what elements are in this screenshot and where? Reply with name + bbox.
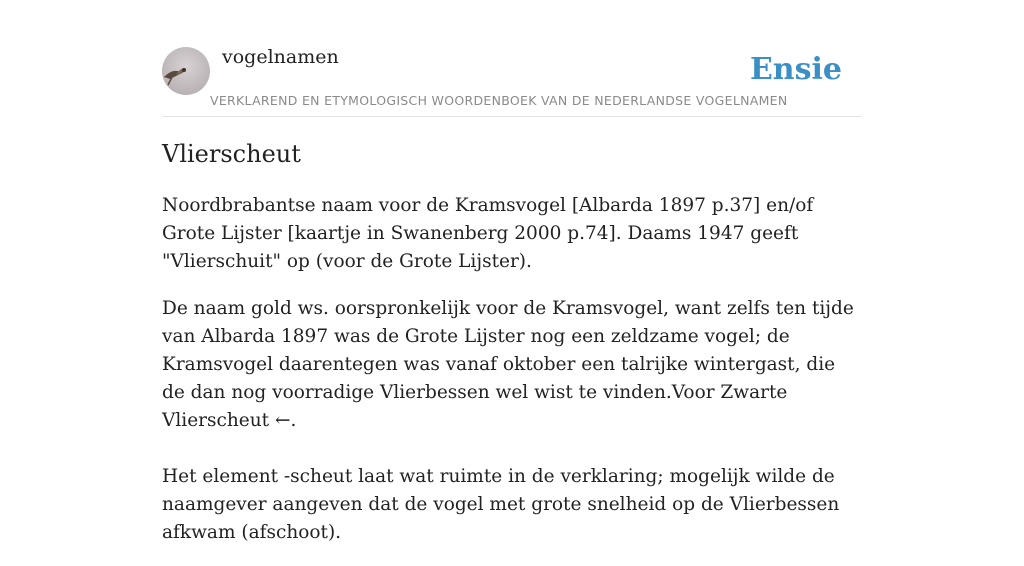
entry-paragraph-1: Noordbrabantse naam voor de Kramsvogel [Albarda 1897 p.37] en/of Grote Lijster [kaartje in Swanenberg 2000 p.74]. Daams 1947 geeft "Vlierschuit" op (voor de Grote Lijster). (162, 195, 814, 272)
entry-content (162, 192, 862, 566)
ensie-logo-link[interactable]: Ensie (749, 52, 842, 87)
entry-paragraph-3: Het element -scheut laat wat ruimte in de verklaring; mogelijk wilde de naamgever aangeven dat de vogel met grote snelheid op de Vlierbessen afkwam (afschoot). (162, 466, 840, 543)
site-subtitle: VERKLAREND EN ETYMOLOGISCH WOORDENBOEK VAN DE NEDERLANDSE VOGELNAMEN (210, 93, 788, 108)
site-name-link[interactable]: vogelnamen (222, 46, 339, 68)
entry-title: Vlierscheut (162, 140, 301, 168)
avatar[interactable] (162, 47, 210, 95)
paragraph-2-text: De naam gold ws. oorspronkelijk voor de Kramsvogel, want zelfs ten tijde van Albarda 1897 was de Grote Lijster nog een zeldzame vogel; de Kramsvogel daarentegen was vanaf oktober een talrijke wintergast, die de dan nog voorradige Vlierbessen wel wist te vinden.Voor Zwarte Vlierscheut (162, 298, 854, 431)
page-container (162, 0, 862, 543)
header (162, 0, 862, 117)
entry-paragraph-2 (162, 295, 862, 547)
bird-photo-icon (162, 47, 210, 95)
paragraph-2-end: . (290, 410, 297, 431)
see-also-arrow-link[interactable]: ← (274, 410, 291, 431)
